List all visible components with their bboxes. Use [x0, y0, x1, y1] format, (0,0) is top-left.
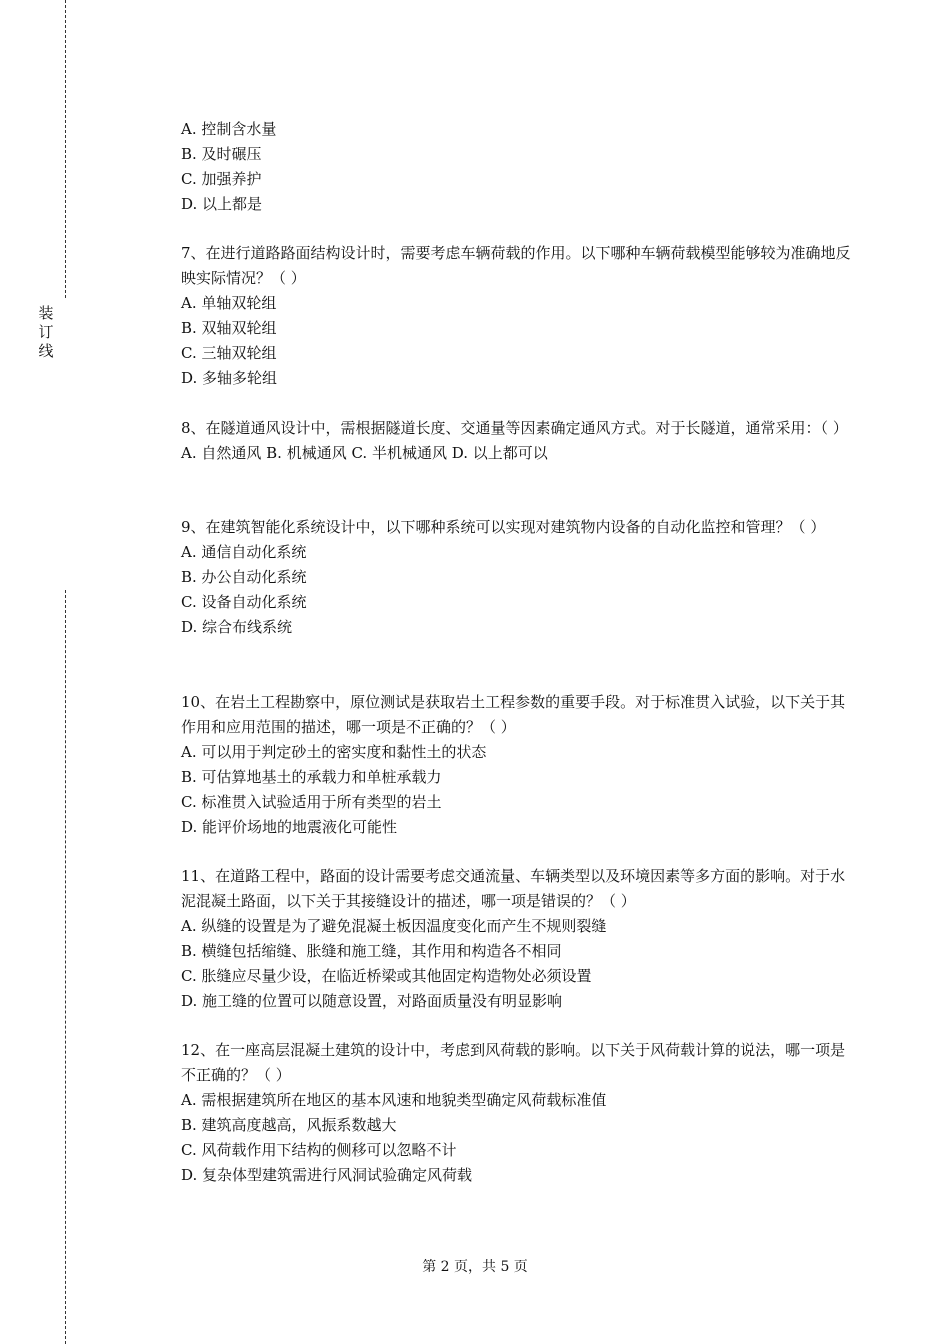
- option-a: A. 单轴双轮组: [181, 294, 277, 312]
- option-d: D. 多轴多轮组: [181, 369, 278, 387]
- binding-line-bottom: [65, 590, 66, 1344]
- option-a: A. 需根据建筑所在地区的基本风速和地貌类型确定风荷载标准值: [181, 1091, 607, 1109]
- option-b: B. 及时碾压: [181, 145, 262, 163]
- option-d: D. 能评价场地的地震液化可能性: [181, 818, 398, 836]
- binding-char: 装: [38, 304, 54, 322]
- question-11: [181, 864, 851, 1014]
- option-d: D. 复杂体型建筑需进行风洞试验确定风荷载: [181, 1166, 473, 1184]
- option-b: B. 可估算地基土的承载力和单桩承载力: [181, 768, 442, 786]
- question-6-options: [181, 117, 851, 217]
- option-c: C. 胀缝应尽量少设，在临近桥梁或其他固定构造物处必须设置: [181, 967, 592, 985]
- option-c: C. 风荷载作用下结构的侧移可以忽略不计: [181, 1141, 457, 1159]
- question-stem: 9、在建筑智能化系统设计中，以下哪种系统可以实现对建筑物内设备的自动化监控和管理？（ ）: [181, 518, 826, 536]
- question-stem: 12、在一座高层混凝土建筑的设计中，考虑到风荷载的影响。以下关于风荷载计算的说法，哪一项是不正确的？（ ）: [181, 1041, 846, 1084]
- option-d: D. 以上都是: [181, 195, 263, 213]
- question-7: [181, 241, 851, 391]
- question-9: [181, 515, 851, 640]
- option-c: C. 三轴双轮组: [181, 344, 277, 362]
- option-c: C. 加强养护: [181, 170, 262, 188]
- question-12: [181, 1038, 851, 1188]
- binding-char: 线: [38, 342, 54, 360]
- page-number: 第 2 页，共 5 页: [422, 1259, 528, 1275]
- question-stem: 8、在隧道通风设计中，需根据隧道长度、交通量等因素确定通风方式。对于长隧道，通常采用：（ ）: [181, 419, 848, 437]
- option-b: B. 办公自动化系统: [181, 568, 307, 586]
- option-c: C. 设备自动化系统: [181, 593, 307, 611]
- option-c: C. 标准贯入试验适用于所有类型的岩土: [181, 793, 442, 811]
- option-a: A. 通信自动化系统: [181, 543, 307, 561]
- question-10: [181, 690, 851, 840]
- option-b: B. 横缝包括缩缝、胀缝和施工缝，其作用和构造各不相同: [181, 942, 562, 960]
- binding-label: [36, 304, 56, 361]
- question-stem: 11、在道路工程中，路面的设计需要考虑交通流量、车辆类型以及环境因素等多方面的影响。对于水泥混凝土路面，以下关于其接缝设计的描述，哪一项是错误的？（ ）: [181, 867, 846, 910]
- option-a: A. 可以用于判定砂土的密实度和黏性土的状态: [181, 743, 487, 761]
- option-b: B. 双轴双轮组: [181, 319, 277, 337]
- question-stem: 7、在进行道路路面结构设计时，需要考虑车辆荷载的作用。以下哪种车辆荷载模型能够较为准确地反映实际情况？（ ）: [181, 244, 851, 287]
- binding-char: 订: [38, 323, 54, 341]
- option-b: B. 建筑高度越高，风振系数越大: [181, 1116, 397, 1134]
- option-d: D. 综合布线系统: [181, 618, 293, 636]
- binding-line-top: [65, 0, 66, 298]
- option-a: A. 纵缝的设置是为了避免混凝土板因温度变化而产生不规则裂缝: [181, 917, 607, 935]
- option-a: A. 控制含水量: [181, 120, 277, 138]
- options-inline: A. 自然通风 B. 机械通风 C. 半机械通风 D. 以上都可以: [181, 444, 548, 462]
- question-8: [181, 416, 851, 466]
- option-d: D. 施工缝的位置可以随意设置，对路面质量没有明显影响: [181, 992, 563, 1010]
- question-stem: 10、在岩土工程勘察中，原位测试是获取岩土工程参数的重要手段。对于标准贯入试验，以下关于其作用和应用范围的描述，哪一项是不正确的？（ ）: [181, 693, 846, 736]
